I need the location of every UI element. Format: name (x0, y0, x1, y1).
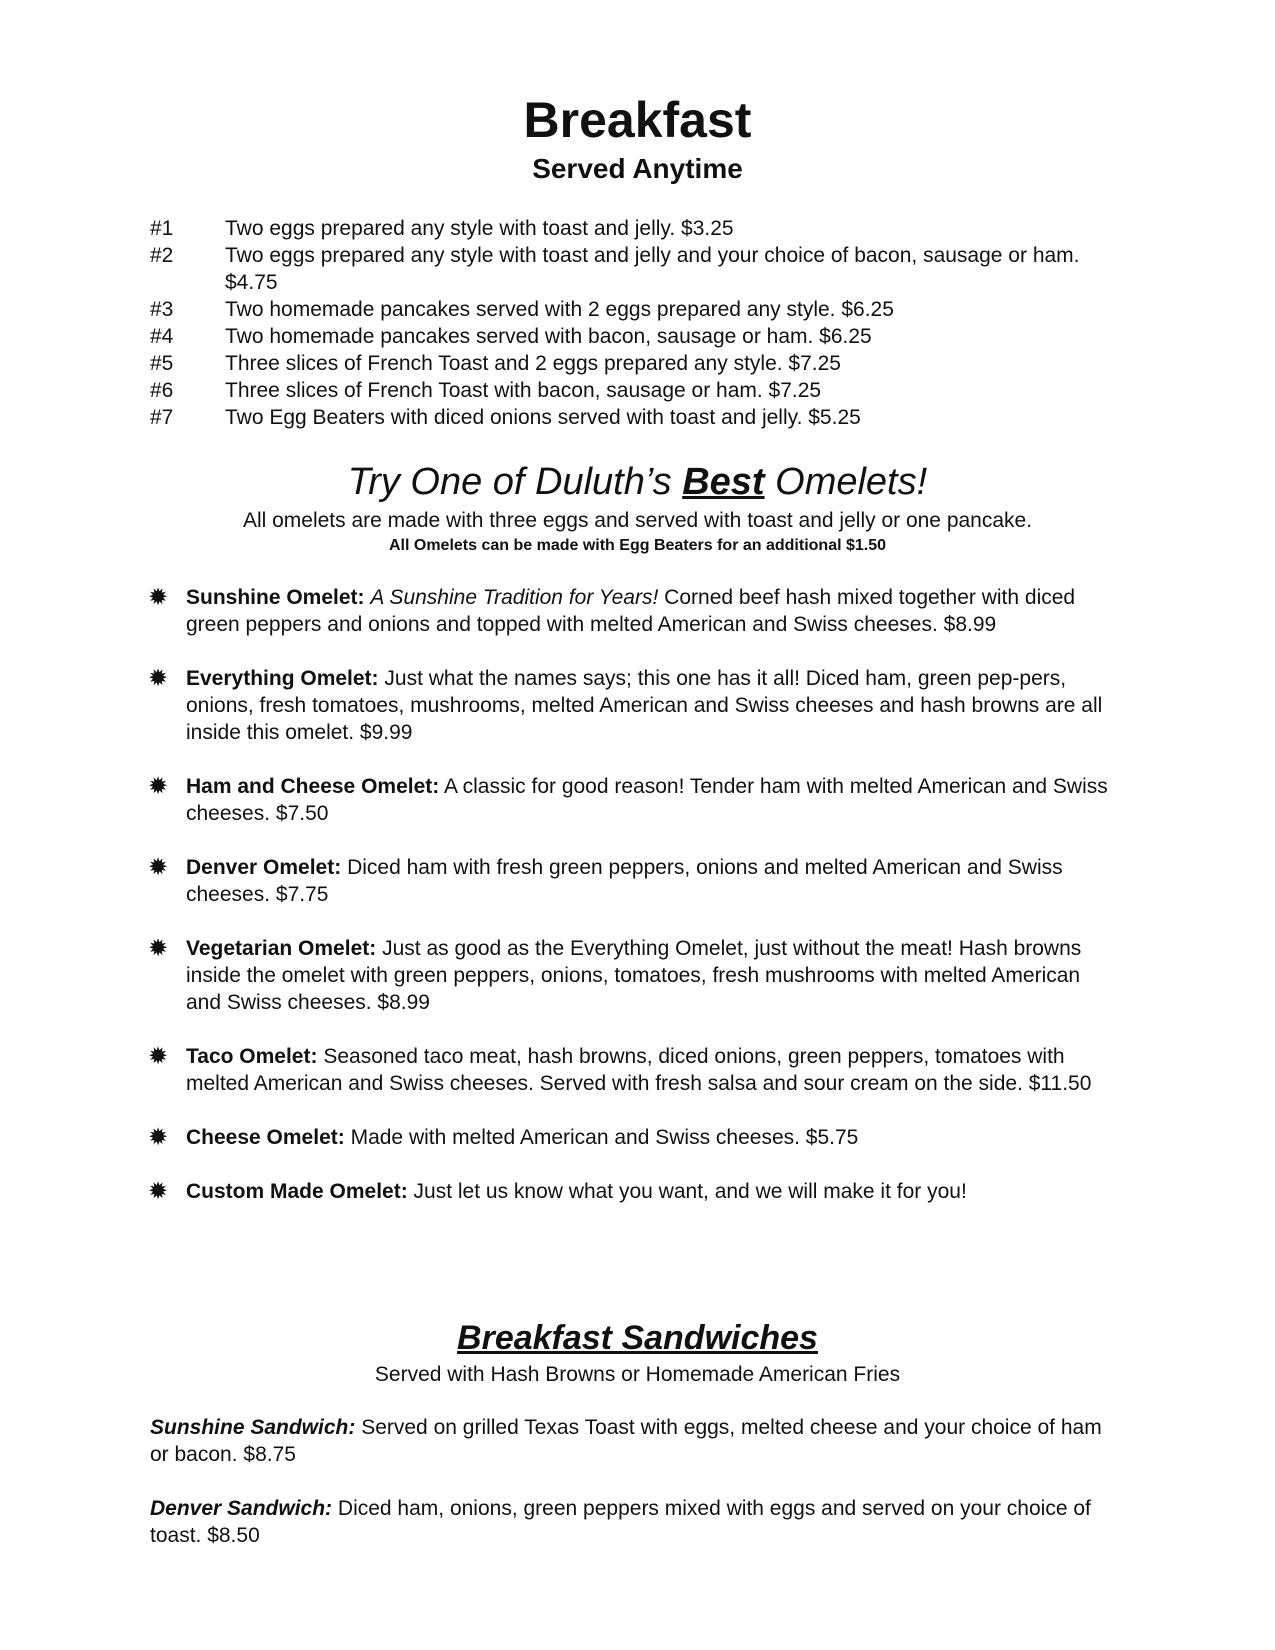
sandwich-item (150, 1414, 1110, 1468)
breakfast-combo-list (150, 215, 1110, 431)
omelets-heading-after: Omelets! (764, 461, 928, 503)
omelet-name: Taco Omelet: (186, 1045, 318, 1068)
combo-number: #5 (150, 352, 174, 375)
combo-item (150, 377, 1110, 404)
combo-description: Two Egg Beaters with diced onions served with toast and jelly. $5.25 (225, 406, 861, 429)
sunburst-icon: ✹ (148, 935, 169, 962)
omelet-name: Ham and Cheese Omelet: (186, 775, 440, 798)
omelet-item (148, 584, 1108, 638)
sandwich-description: Diced ham, onions, green peppers mixed with eggs and served on your choice of toast. $8.50 (150, 1497, 1091, 1547)
omelet-item (148, 854, 1108, 908)
omelet-name: Sunshine Omelet: (186, 586, 365, 609)
sunburst-icon: ✹ (148, 1178, 169, 1205)
omelets-heading-before: Try One of Duluth’s (347, 461, 683, 503)
combo-number: #2 (150, 244, 174, 267)
combo-item (150, 404, 1110, 431)
omelet-name: Cheese Omelet: (186, 1126, 345, 1149)
omelet-item (148, 773, 1108, 827)
combo-description: Two eggs prepared any style with toast and jelly. $3.25 (225, 217, 734, 240)
sunburst-icon: ✹ (148, 854, 169, 881)
omelet-item (148, 1043, 1108, 1097)
omelet-item (148, 1178, 1108, 1205)
omelet-item (148, 935, 1108, 1016)
omelet-description: Made with melted American and Swiss cheeses. $5.75 (350, 1126, 859, 1149)
sandwich-list (150, 1414, 1110, 1576)
sunburst-icon: ✹ (148, 773, 169, 800)
omelet-item (148, 1124, 1108, 1151)
sunburst-icon: ✹ (148, 584, 169, 611)
combo-number: #3 (150, 298, 174, 321)
omelet-item (148, 665, 1108, 746)
omelet-description: Just let us know what you want, and we will make it for you! (413, 1180, 967, 1203)
omelet-description: Seasoned taco meat, hash browns, diced onions, green peppers, tomatoes with melted American and Swiss cheeses. Served with fresh salsa and sour cream on the side. $11.50 (186, 1045, 1092, 1095)
page-title: Breakfast (523, 92, 752, 148)
page-subtitle: Served Anytime (532, 153, 743, 184)
omelet-name: Denver Omelet: (186, 856, 342, 879)
sandwich-name: Sunshine Sandwich: (150, 1416, 356, 1439)
combo-description: Two eggs prepared any style with toast and jelly and your choice of bacon, sausage or ham. $4.75 (225, 244, 1080, 294)
omelet-name: Custom Made Omelet: (186, 1180, 408, 1203)
combo-description: Three slices of French Toast and 2 eggs prepared any style. $7.25 (225, 352, 841, 375)
sandwiches-intro: Served with Hash Browns or Homemade American Fries (374, 1363, 901, 1386)
omelet-description: Just as good as the Everything Omelet, just without the meat! Hash browns inside the omelet with green peppers, onions, tomatoes, fresh mushrooms with melted American and Swiss cheeses. $8.99 (186, 937, 1082, 1014)
sandwiches-heading: Breakfast Sandwiches (457, 1319, 818, 1357)
omelets-heading-emphasis: Best (682, 461, 765, 503)
omelet-list (148, 584, 1108, 1232)
omelet-name: Vegetarian Omelet: (186, 937, 377, 960)
omelet-name: Everything Omelet: (186, 667, 379, 690)
combo-item (150, 215, 1110, 242)
omelet-description: Just what the names says; this one has it all! Diced ham, green pep-pers, onions, fresh tomatoes, mushrooms, melted American and Swiss cheeses and hash browns are all inside this omelet. $9.99 (186, 667, 1103, 744)
omelets-note: All Omelets can be made with Egg Beaters for an additional $1.50 (388, 537, 887, 554)
combo-number: #7 (150, 406, 174, 429)
combo-description: Two homemade pancakes served with bacon, sausage or ham. $6.25 (225, 325, 872, 348)
combo-number: #4 (150, 325, 174, 348)
omelet-description: Corned beef hash mixed together with diced green peppers and onions and topped with melted American and Swiss cheeses. $8.99 (186, 586, 1076, 636)
combo-item (150, 296, 1110, 323)
sandwich-description: Served on grilled Texas Toast with eggs, melted cheese and your choice of ham or bacon. $8.75 (150, 1416, 1102, 1466)
combo-description: Three slices of French Toast with bacon, sausage or ham. $7.25 (225, 379, 822, 402)
sunburst-icon: ✹ (148, 1124, 169, 1151)
combo-description: Two homemade pancakes served with 2 eggs prepared any style. $6.25 (225, 298, 894, 321)
sunburst-icon: ✹ (148, 665, 169, 692)
combo-item (150, 242, 1110, 296)
omelets-intro: All omelets are made with three eggs and served with toast and jelly or one pancake. (242, 509, 1033, 532)
combo-item (150, 350, 1110, 377)
sandwich-item (150, 1495, 1110, 1549)
omelet-description: Diced ham with fresh green peppers, onions and melted American and Swiss cheeses. $7.75 (186, 856, 1063, 906)
sunburst-icon: ✹ (148, 1043, 169, 1070)
combo-number: #6 (150, 379, 174, 402)
combo-item (150, 323, 1110, 350)
omelet-tagline: A Sunshine Tradition for Years! (370, 586, 659, 609)
omelet-description: A classic for good reason! Tender ham with melted American and Swiss cheeses. $7.50 (186, 775, 1108, 825)
combo-number: #1 (150, 217, 174, 240)
sandwich-name: Denver Sandwich: (150, 1497, 333, 1520)
omelets-heading (0, 460, 1275, 504)
